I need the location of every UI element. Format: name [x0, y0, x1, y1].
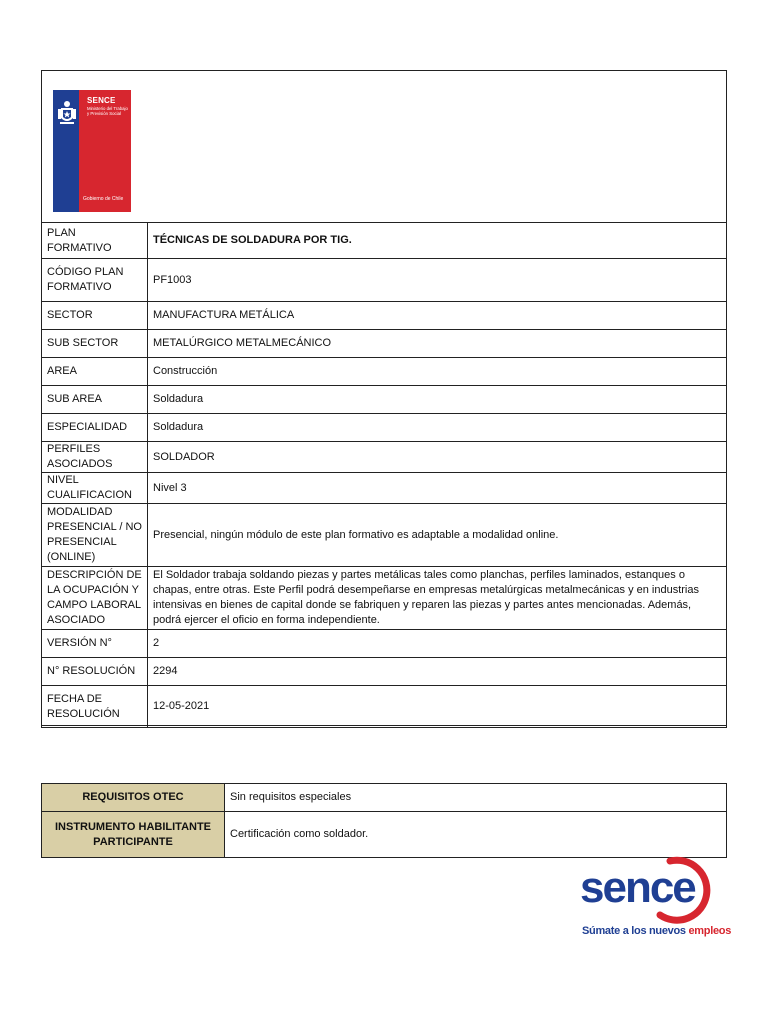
row-label: CÓDIGO PLAN FORMATIVO	[42, 259, 148, 302]
table-row	[42, 473, 727, 504]
row-label: FECHA DE RESOLUCIÓN	[42, 686, 148, 728]
sence-brand-logo	[580, 855, 732, 945]
requirement-label: INSTRUMENTO HABILITANTE PARTICIPANTE	[42, 812, 225, 858]
table-row	[42, 259, 727, 302]
row-value: Soldadura	[148, 414, 727, 442]
table-row	[42, 567, 727, 630]
row-value: 12-05-2021	[148, 686, 727, 728]
row-label: SUB SECTOR	[42, 330, 148, 358]
row-label: NIVEL CUALIFICACION	[42, 473, 148, 504]
row-label: AREA	[42, 358, 148, 386]
brand-wordmark: sence	[580, 863, 695, 912]
requirement-label: REQUISITOS OTEC	[42, 784, 225, 812]
table-row	[42, 442, 727, 473]
tagline-accent: empleos	[688, 925, 732, 937]
table-row	[42, 386, 727, 414]
table-row	[42, 358, 727, 386]
row-label: N° RESOLUCIÓN	[42, 658, 148, 686]
table-row	[42, 302, 727, 330]
requirement-value: Certificación como soldador.	[225, 812, 727, 858]
row-value: SOLDADOR	[148, 442, 727, 473]
row-value: El Soldador trabaja soldando piezas y partes metálicas tales como planchas, perfiles laminados, estanques o chapas, entre otras. Este Perfil podrá desempeñarse en empresas metalúrgicas metalmecánicas y en industrias intensivas en bienes de capital donde se fabriquen y reparen las piezas y partes antes mencionadas. Además, podrá ejercer el oficio en forma independiente.	[148, 567, 727, 630]
table-row	[42, 784, 727, 812]
table-row	[42, 414, 727, 442]
logo-subtitle: Ministerio del Trabajo y Previsión Social	[87, 106, 128, 117]
logo-government: Gobierno de Chile	[83, 196, 124, 202]
row-label: SUB AREA	[42, 386, 148, 414]
row-value: Presencial, ningún módulo de este plan formativo es adaptable a modalidad online.	[148, 504, 727, 567]
sence-ministry-logo	[53, 90, 131, 212]
table-row	[42, 223, 727, 259]
logo-title: SENCE	[87, 96, 116, 105]
table-row	[42, 330, 727, 358]
row-label: SECTOR	[42, 302, 148, 330]
row-label: MODALIDAD PRESENCIAL / NO PRESENCIAL (ONLINE)	[42, 504, 148, 567]
plan-table	[41, 222, 727, 728]
row-label: ESPECIALIDAD	[42, 414, 148, 442]
row-value: Construcción	[148, 358, 727, 386]
row-value: METALÚRGICO METALMECÁNICO	[148, 330, 727, 358]
row-value: PF1003	[148, 259, 727, 302]
table-row	[42, 630, 727, 658]
requirement-value: Sin requisitos especiales	[225, 784, 727, 812]
brand-tagline	[582, 925, 731, 937]
row-label: PLAN FORMATIVO	[42, 223, 148, 259]
chile-coat-of-arms-icon	[56, 98, 78, 128]
requirements-table	[41, 783, 727, 858]
row-label: VERSIÓN N°	[42, 630, 148, 658]
row-value: MANUFACTURA METÁLICA	[148, 302, 727, 330]
row-value: Nivel 3	[148, 473, 727, 504]
table-row	[42, 504, 727, 567]
row-label: PERFILES ASOCIADOS	[42, 442, 148, 473]
row-value: 2294	[148, 658, 727, 686]
table-row	[42, 686, 727, 728]
row-label: DESCRIPCIÓN DE LA OCUPACIÓN Y CAMPO LABORAL ASOCIADO	[42, 567, 148, 630]
table-row	[42, 812, 727, 858]
tagline-main: Súmate a los nuevos	[582, 925, 689, 937]
row-value: TÉCNICAS DE SOLDADURA POR TIG.	[148, 223, 727, 259]
table-row	[42, 658, 727, 686]
row-value: 2	[148, 630, 727, 658]
row-value: Soldadura	[148, 386, 727, 414]
